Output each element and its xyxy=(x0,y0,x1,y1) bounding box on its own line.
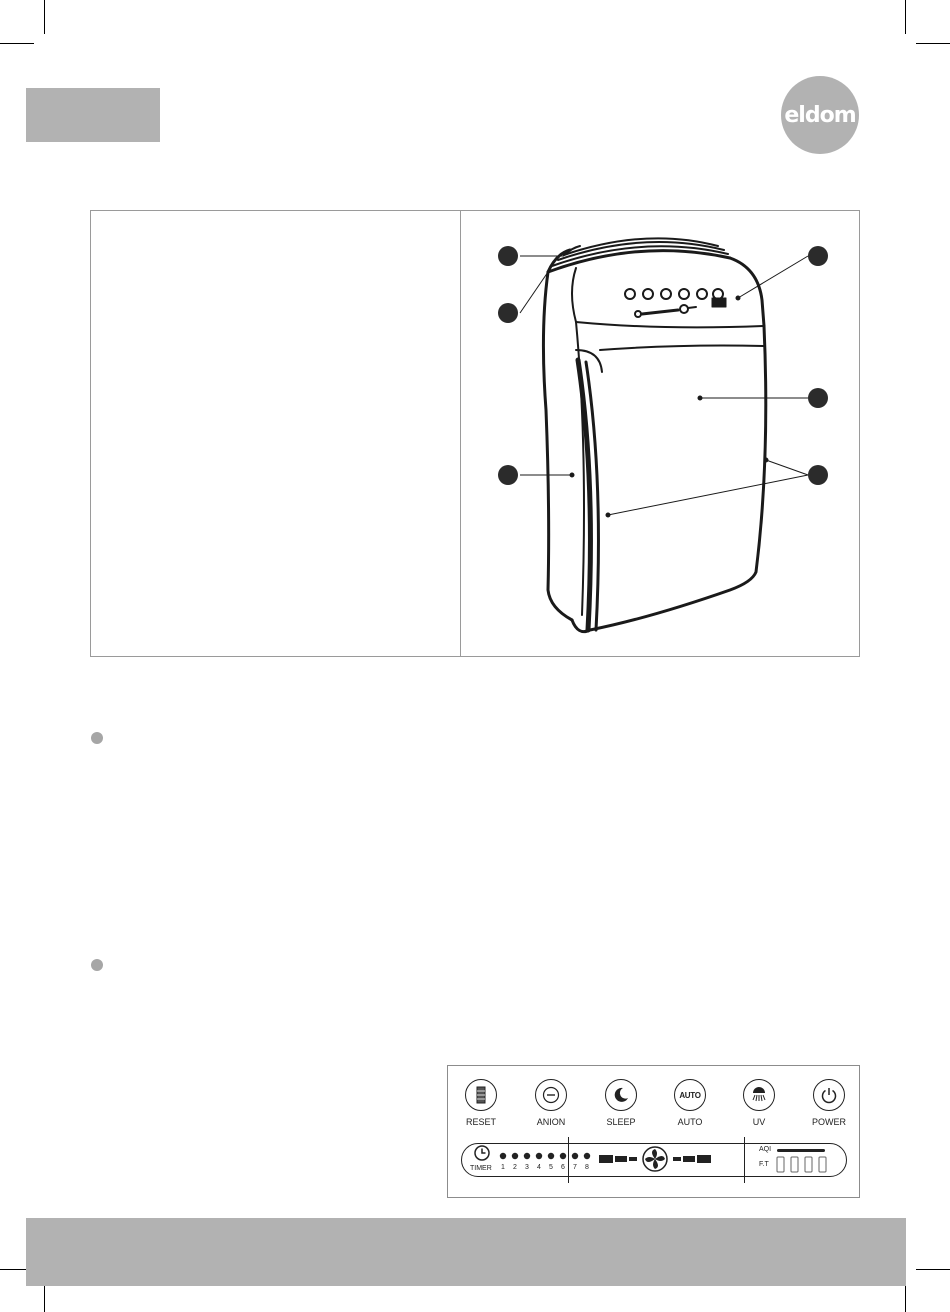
timer-label: TIMER xyxy=(470,1165,492,1172)
clock-icon xyxy=(473,1144,491,1162)
callout-marker xyxy=(808,246,828,266)
filter-reset-icon xyxy=(474,1086,488,1104)
callout-marker xyxy=(498,465,518,485)
reset-button xyxy=(465,1079,497,1111)
crop-mark xyxy=(44,0,45,34)
header-tab xyxy=(26,88,160,142)
crop-mark xyxy=(905,0,906,34)
power-icon xyxy=(820,1086,838,1104)
timer-level-1: 1 xyxy=(501,1164,505,1171)
anion-button xyxy=(535,1079,567,1111)
timer-level-3: 3 xyxy=(525,1164,529,1171)
section-bullet xyxy=(91,959,103,971)
sleep-button xyxy=(605,1079,637,1111)
aqi-bar xyxy=(777,1149,825,1152)
crop-mark xyxy=(0,43,34,44)
power-button xyxy=(813,1079,845,1111)
display-divider xyxy=(744,1137,745,1183)
uv-lamp-icon xyxy=(749,1086,769,1104)
timer-level-8: 8 xyxy=(585,1164,589,1171)
power-label: POWER xyxy=(811,1117,846,1127)
callout-marker xyxy=(808,465,828,485)
moon-icon xyxy=(612,1086,630,1104)
footer-band xyxy=(26,1218,906,1286)
callout-marker xyxy=(808,388,828,408)
ft-label: F.T xyxy=(759,1161,769,1168)
timer-dots xyxy=(497,1151,567,1161)
minus-circle-icon xyxy=(542,1086,560,1104)
eldom-logo: eldom xyxy=(781,76,859,154)
control-panel-diagram xyxy=(447,1065,860,1198)
air-purifier-illustration xyxy=(460,210,860,657)
timer-level-7: 7 xyxy=(573,1164,577,1171)
reset-label: RESET xyxy=(465,1117,496,1127)
crop-mark xyxy=(916,1269,950,1270)
section-bullet xyxy=(91,732,103,744)
timer-level-4: 4 xyxy=(537,1164,541,1171)
auto-button xyxy=(674,1079,706,1111)
auto-label: AUTO xyxy=(677,1117,703,1127)
aqi-label: AQI xyxy=(759,1146,772,1153)
timer-level-5: 5 xyxy=(549,1164,553,1171)
timer-dots-extra xyxy=(567,1151,593,1161)
timer-level-2: 2 xyxy=(513,1164,517,1171)
timer-level-6: 6 xyxy=(561,1164,565,1171)
crop-mark xyxy=(916,43,950,44)
uv-button xyxy=(743,1079,775,1111)
auto-text-icon: AUTO xyxy=(679,1090,701,1100)
sleep-label: SLEEP xyxy=(606,1117,636,1127)
callout-marker xyxy=(498,303,518,323)
callout-marker xyxy=(498,246,518,266)
fan-speed-indicator xyxy=(597,1145,713,1173)
anion-label: ANION xyxy=(536,1117,566,1127)
uv-label: UV xyxy=(752,1117,766,1127)
ft-segment-digits xyxy=(775,1156,829,1174)
